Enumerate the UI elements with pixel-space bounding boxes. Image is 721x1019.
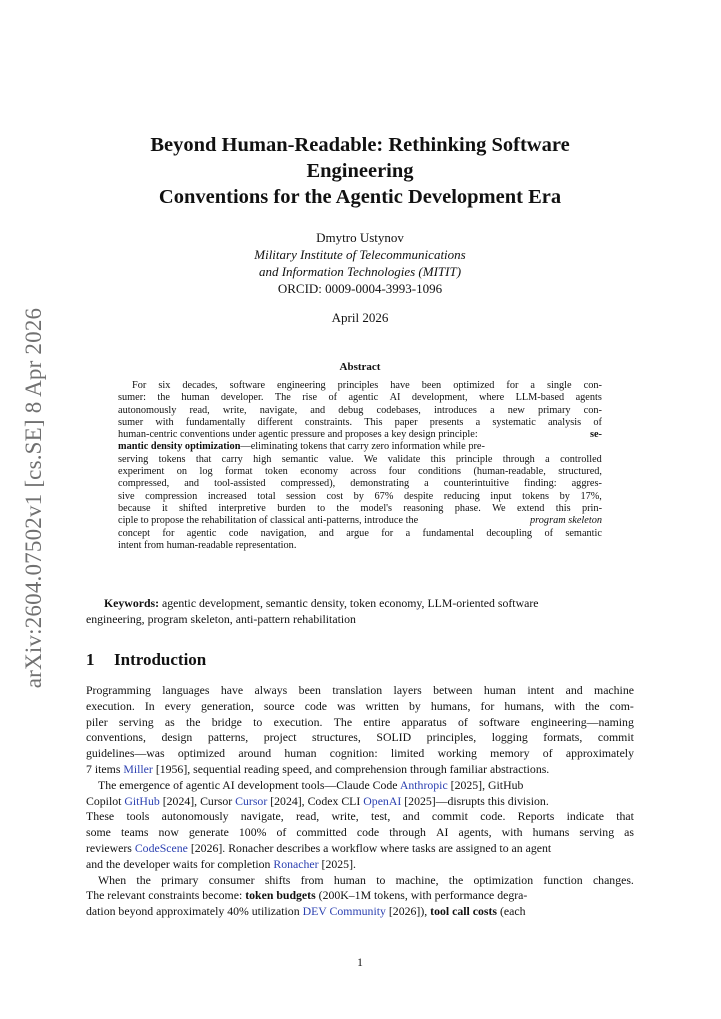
body-fragment: dation beyond approximately 40% utilization — [86, 904, 300, 919]
body-text — [86, 683, 634, 920]
body-fragment: [2025], GitHub — [450, 777, 524, 792]
arxiv-stamp — [8, 305, 60, 690]
author-name: Dmytro Ustynov — [316, 230, 404, 245]
citation-link[interactable]: OpenAI — [363, 793, 402, 808]
abstract-line: sive compression increased total session cost by 67% despite reducing input tokens by 17%, — [118, 490, 602, 502]
abstract-line — [118, 515, 602, 527]
body-fragment: [2024], Codex CLI — [270, 793, 361, 808]
section-heading — [86, 649, 206, 671]
citation-link[interactable]: Anthropic — [399, 777, 448, 792]
body-fragment: [2024], Cursor — [162, 793, 233, 808]
body-line: execution. In every generation, source code was written by humans, for humans, with the com- — [86, 698, 634, 713]
abstract-line: serving tokens that carry high semantic value. We validate this principle through a controlled — [118, 453, 602, 465]
body-line: some teams now generate 100% of committed code through AI agents, with humans serving as — [86, 825, 634, 840]
keywords — [86, 596, 634, 627]
abstract-line: concept for agentic code navigation, and argue for a fundamental decoupling of semantic — [118, 527, 602, 539]
author-affiliation: and Information Technologies (MITIT) — [258, 264, 462, 279]
body-line: piler serving as the bridge to execution. The entire apparatus of software engineering—naming — [86, 714, 634, 729]
author-affiliation: Military Institute of Telecommunications — [254, 247, 466, 262]
abstract-emphasis: se- — [589, 429, 602, 441]
body-fragment: 7 items — [86, 761, 121, 776]
abstract-line: compressed, and tool-assisted compressed), demonstrating a counterintuitive finding: aggres- — [118, 478, 602, 490]
abstract-text — [118, 380, 602, 552]
abstract-emphasis: program skeleton — [530, 515, 602, 527]
body-fragment: [2025]—disrupts this division. — [404, 793, 549, 808]
body-line — [86, 857, 634, 873]
body-fragment: [2026]. Ronacher describes a workflow where tasks are assigned to an agent — [190, 840, 552, 855]
citation-link[interactable]: Ronacher — [273, 856, 319, 871]
abstract-line: autonomously read, write, navigate, and debug codebases, introduces a new primary con- — [118, 404, 602, 416]
body-line — [86, 904, 634, 920]
keywords-text: agentic development, semantic density, token economy, LLM-oriented software — [162, 596, 539, 610]
body-fragment: The emergence of agentic AI development tools—Claude Code — [98, 777, 398, 792]
citation-link[interactable]: GitHub — [124, 793, 160, 808]
abstract-line: sumer with fundamentally different constraints. This paper presents a systematic analysis of — [118, 416, 602, 428]
body-fragment: and the developer waits for completion — [86, 856, 271, 871]
abstract-fragment: ciple to propose the rehabilitation of classical anti-patterns, introduce the — [118, 515, 419, 527]
body-line — [86, 762, 634, 778]
arxiv-stamp-text: arXiv:2604.07502v1 [cs.SE] 8 Apr 2026 — [21, 307, 47, 688]
abstract-line: sumer: the human developer. The rise of agentic AI development, where LLM-based agents — [118, 392, 602, 404]
citation-link[interactable]: Cursor — [235, 793, 268, 808]
body-line: These tools autonomously navigate, read, write, test, and commit code. Reports indicate that — [86, 809, 634, 824]
body-line — [86, 794, 634, 810]
body-fragment: [2026]), — [388, 904, 428, 919]
body-emphasis: tool call costs — [430, 904, 498, 919]
page-number: 1 — [357, 957, 363, 969]
body-fragment: (200K–1M tokens, with performance degra- — [318, 888, 528, 903]
body-emphasis: token budgets — [245, 888, 316, 903]
body-line: Programming languages have always been translation layers between human intent and machine — [86, 683, 634, 697]
keywords-label: Keywords: — [104, 596, 160, 610]
author-orcid: ORCID: 0009-0004-3993-1096 — [277, 281, 443, 296]
title-line: Engineering — [306, 160, 414, 182]
body-line — [86, 888, 634, 904]
body-fragment: The relevant constraints become: — [86, 888, 243, 903]
citation-link[interactable]: CodeScene — [134, 840, 188, 855]
body-fragment: reviewers — [86, 840, 132, 855]
abstract-fragment: —eliminating tokens that carry zero information while pre- — [240, 441, 485, 453]
body-fragment: Copilot — [86, 793, 122, 808]
keywords-line — [86, 596, 634, 612]
citation-link[interactable]: Miller — [123, 761, 153, 776]
abstract-heading: Abstract — [339, 361, 381, 373]
abstract-emphasis: mantic density optimization — [118, 441, 241, 453]
body-fragment: [2025]. — [321, 856, 356, 871]
keywords-line: engineering, program skeleton, anti-pattern rehabilitation — [86, 611, 356, 626]
body-line: guidelines—was optimized around human cognition: limited working memory of approximately — [86, 746, 634, 761]
abstract-line — [118, 441, 602, 453]
body-fragment: (each — [499, 904, 526, 919]
author-block — [86, 229, 634, 297]
abstract-line: For six decades, software engineering principles have been optimized for a single con- — [132, 380, 602, 391]
citation-link[interactable]: DEV Community — [302, 904, 386, 919]
body-line — [86, 778, 634, 794]
abstract-line — [118, 429, 602, 441]
section-number: 1 — [86, 650, 95, 669]
section-title: Introduction — [114, 650, 207, 669]
body-fragment: [1956], sequential reading speed, and comprehension through familiar abstractions. — [155, 761, 550, 776]
abstract-line: experiment on log format token economy across four conditions (human-readable, structured, — [118, 466, 602, 478]
paper-date: April 2026 — [331, 310, 389, 325]
abstract-line: intent from human-readable representation. — [118, 539, 297, 551]
abstract-line: because it shifted interpretive burden to the model's reasoning phase. We extend this prin- — [118, 502, 602, 514]
body-line: When the primary consumer shifts from human to machine, the optimization function changes. — [98, 872, 634, 887]
title-line: Conventions for the Agentic Development Era — [158, 186, 562, 208]
body-line: conventions, design patterns, project structures, SOLID principles, logging formats, commit — [86, 730, 634, 745]
title-line: Beyond Human-Readable: Rethinking Software — [150, 134, 570, 156]
body-line — [86, 841, 634, 857]
paper-title — [86, 132, 634, 210]
abstract-fragment: human-centric conventions under agentic pressure and proposes a key design principle: — [118, 429, 478, 441]
